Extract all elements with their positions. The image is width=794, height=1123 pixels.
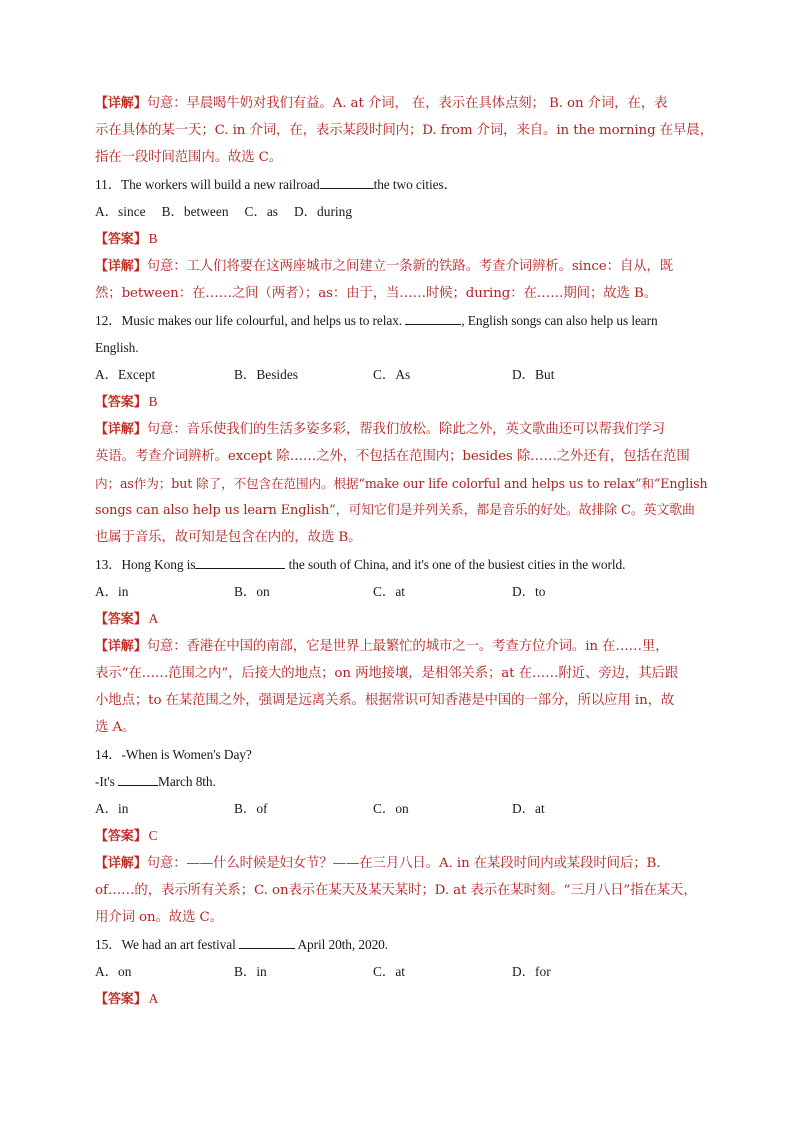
q14-options xyxy=(95,795,702,822)
q10-detail-line-2: 示在具体的某一天；C. in 介词，在，表示某段时间内；D. from 介词，来自。in the morning 在早晨， xyxy=(95,123,713,138)
option-b: B．on xyxy=(234,584,270,599)
q14-detail-line-1: 【详解】句意：——什么时候是妇女节？——在三月八日。A. in 在某段时间内或某段时间后；B. xyxy=(95,856,661,871)
q11-detail-line-2: 然；between：在……之间（两者）；as：由于，当……时候；during：在……期间；故选 B。 xyxy=(95,286,658,301)
q12-detail-line-1: 【详解】句意：音乐使我们的生活多姿多彩，帮我们放松。除此之外，英文歌曲还可以帮我们学习 xyxy=(95,422,665,437)
q13-answer: 【答案】 A xyxy=(95,611,159,627)
q14-detail-line-3: 用介词 on。故选 C。 xyxy=(95,910,223,925)
q13-detail-line-2: 表示“在……范围之内”，后接大的地点；on 两地接壤，是相邻关系；at 在……附近、旁边，其后跟 xyxy=(95,666,679,681)
q12-detail-line-4: songs can also help us learn English”，可知它们是并列关系，都是音乐的好处。故排除 C。英文歌曲 xyxy=(95,503,695,518)
option-b: B．between xyxy=(161,204,229,219)
option-d: D．for xyxy=(512,964,551,979)
q12-detail-line-3: 内；as作为；but 除了，不包含在范围内。根据“make our life colorful and helps us to relax”和“English xyxy=(95,476,708,491)
option-c: C．as xyxy=(244,204,278,219)
q13-detail-line-1: 【详解】句意：香港在中国的南部，它是世界上最繁忙的城市之一。考查方位介词。in 在……里， xyxy=(95,639,669,654)
option-c: C．As xyxy=(373,367,411,382)
option-b: B．of xyxy=(234,801,268,816)
option-c: C．on xyxy=(373,801,409,816)
q10-detail-line-1: 【详解】句意：早晨喝牛奶对我们有益。A. at 介词， 在，表示在具体点刻； B. on 介词，在，表 xyxy=(95,96,668,111)
q11-stem: 11．The workers will build a new railroad the two cities． xyxy=(95,177,457,192)
q14-stem-line-2: -It's March 8th. xyxy=(95,774,216,789)
q12-detail-line-5: 也属于音乐，故可知是包含在内的，故选 B。 xyxy=(95,530,362,545)
option-d: D．But xyxy=(512,367,555,382)
q15-options xyxy=(95,958,702,985)
q15-answer: 【答案】 A xyxy=(95,991,159,1007)
q12-answer: 【答案】 B xyxy=(95,394,158,410)
q12-options xyxy=(95,361,702,388)
q11-detail-line-1: 【详解】句意：工人们将要在这两座城市之间建立一条新的铁路。考查介词辨析。since：自从，既 xyxy=(95,259,674,274)
q12-stem-line-2: English. xyxy=(95,340,139,355)
q13-detail-line-4: 选 A。 xyxy=(95,720,136,735)
answer-blank xyxy=(405,312,461,325)
option-c: C．at xyxy=(373,964,405,979)
q14-detail-line-2: of……的，表示所有关系；C. on表示在某天及某天某时；D. at 表示在某时刻。“三月八日”指在某天， xyxy=(95,883,697,898)
q14-answer: 【答案】 C xyxy=(95,828,158,844)
answer-blank xyxy=(320,176,374,189)
detail-tag: 【详解】 xyxy=(95,96,147,111)
option-b: B．in xyxy=(234,964,267,979)
option-b: B．Besides xyxy=(234,367,298,382)
q13-options xyxy=(95,578,702,605)
option-d: D．at xyxy=(512,801,545,816)
q12-detail-line-2: 英语。考查介词辨析。except 除……之外，不包括在范围内；besides 除……之外还有，包括在范围 xyxy=(95,449,690,464)
option-d: D．to xyxy=(512,584,546,599)
answer-blank xyxy=(118,773,158,786)
answer-blank xyxy=(195,556,285,569)
option-a: A．in xyxy=(95,801,129,816)
q11-answer: 【答案】 B xyxy=(95,231,158,247)
option-a: A．on xyxy=(95,964,132,979)
q13-detail-line-3: 小地点；to 在某范围之外，强调是远离关系。根据常识可知香港是中国的一部分，所以应用 in，故 xyxy=(95,693,675,708)
q13-stem: 13．Hong Kong is the south of China, and it's one of the busiest cities in the world. xyxy=(95,557,626,572)
option-d: D．during xyxy=(294,204,353,219)
q14-stem-line-1: 14．-When is Women's Day? xyxy=(95,747,252,762)
option-a: A．Except xyxy=(95,367,156,382)
answer-blank xyxy=(239,936,295,949)
option-a: A．in xyxy=(95,584,129,599)
q15-stem: 15．We had an art festival April 20th, 2020. xyxy=(95,937,389,952)
q11-options xyxy=(95,198,702,225)
q12-stem-line-1: 12．Music makes our life colourful, and helps us to relax. , English songs can also help us learn xyxy=(95,313,658,328)
option-a: A．since xyxy=(95,204,146,219)
q10-detail-line-3: 指在一段时间范围内。故选 C。 xyxy=(95,150,283,165)
option-c: C．at xyxy=(373,584,405,599)
